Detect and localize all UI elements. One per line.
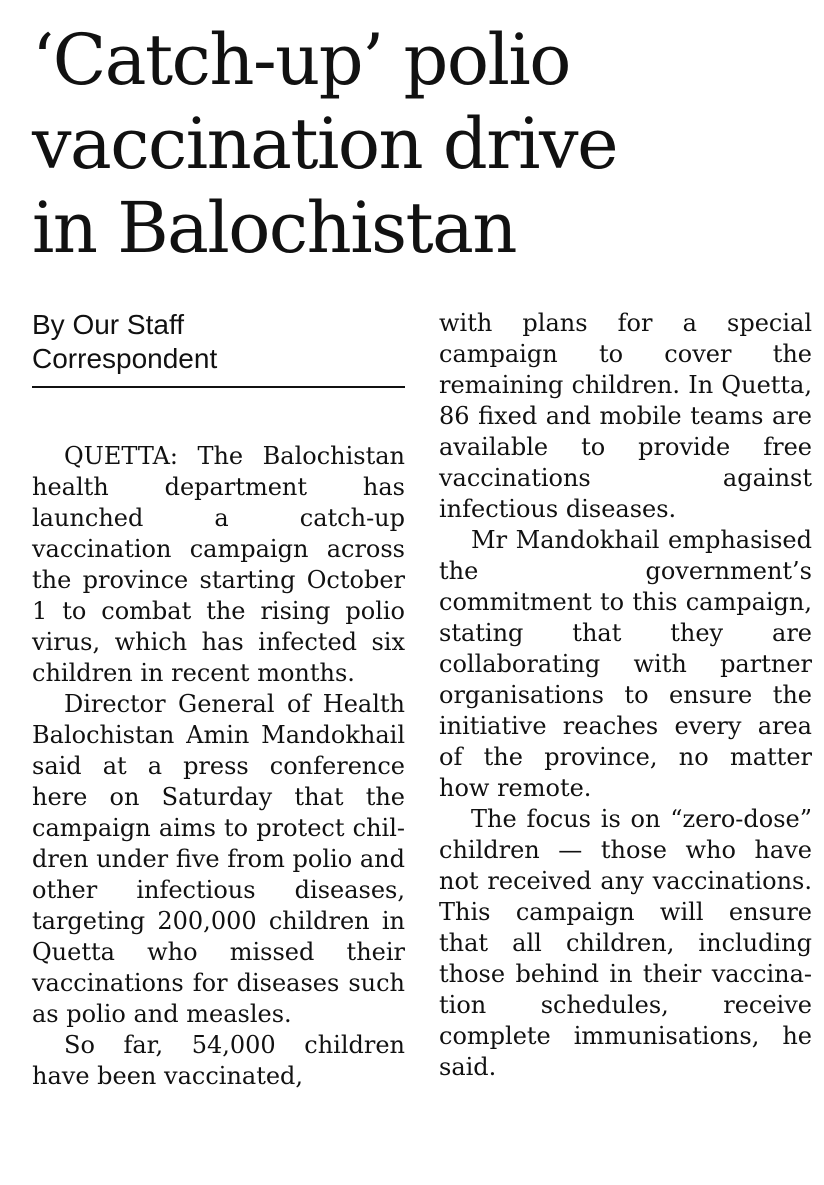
paragraph-continued: with plans for a special campaign to cover the remaining children. In Quetta, 86 fixed and mobile teams are available to provide free vaccinations against infectious diseases.	[439, 309, 812, 523]
left-paragraphs	[32, 441, 405, 1092]
paragraph: So far, 54,000 children have been vaccinated,	[32, 1031, 405, 1090]
byline-line: Correspondent	[32, 343, 218, 374]
headline-line: vaccination drive	[32, 103, 618, 185]
article-column-right	[439, 308, 812, 1083]
article-column-left	[32, 308, 405, 1092]
paragraph: QUETTA: The Balochistan health department has launched a catch-up vaccination campaign across the province starting October 1 to combat the rising polio virus, which has infected six children in recent months.	[32, 442, 405, 687]
byline	[32, 308, 405, 388]
paragraph: Director General of Health Balochistan Amin Mandokhail said at a press conference here on Saturday that the campaign aims to protect children under five from polio and other infectious diseases, targeting 200,000 children in Quetta who missed their vaccinations for diseases such as polio and measles.	[32, 690, 405, 1028]
paragraph: Mr Mandokhail emphasised the government’s commitment to this campaign, stating that they are collaborating with partner organisations to ensure the initiative reaches every area of the province, no matter how remote.	[439, 526, 812, 802]
headline-line: in Balochistan	[32, 187, 516, 269]
byline-line: By Our Staff	[32, 309, 184, 340]
article-headline	[32, 18, 812, 270]
paragraph: The focus is on “zero-dose” children — those who have not received any vaccinations. This campaign will ensure that all children, including those behind in their vaccination schedules, receive complete immunisations, he said.	[439, 805, 812, 1081]
headline-line: ‘Catch-up’ polio	[32, 19, 570, 101]
